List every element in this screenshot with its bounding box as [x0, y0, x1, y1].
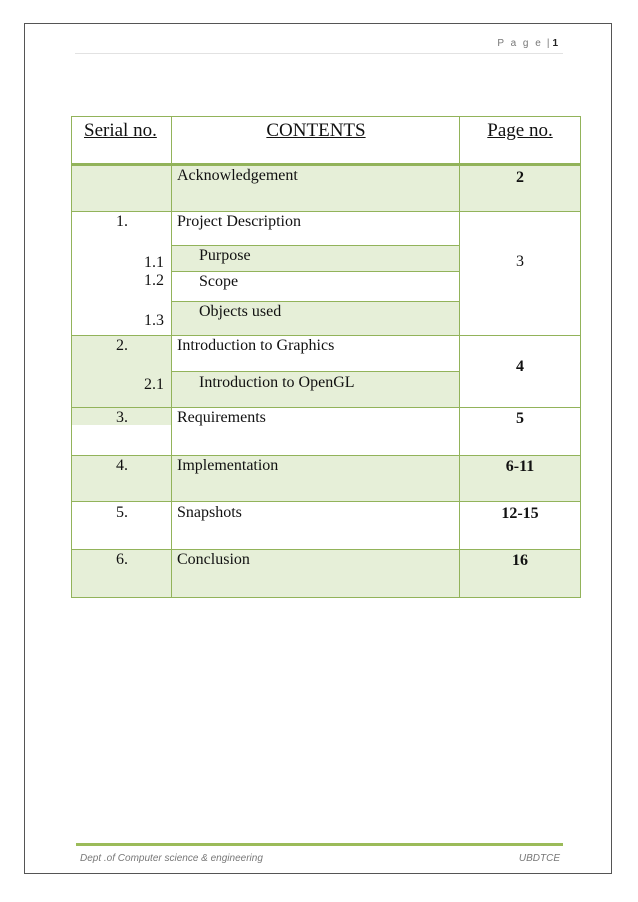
footer-rule	[76, 843, 563, 846]
title-objects-used: Objects used	[199, 303, 282, 320]
page-separator: |	[546, 38, 550, 49]
grid-hline-3	[172, 271, 460, 272]
grid-vline-1	[171, 117, 172, 597]
footer-institution: UBDTCE	[518, 853, 560, 864]
serial-5: 5.	[116, 504, 128, 521]
grid-hline-5	[72, 335, 580, 336]
title-scope: Scope	[199, 273, 239, 290]
grid-hline-4	[172, 301, 460, 302]
serial-1-1: 1.1	[144, 254, 164, 271]
page-requirements: 5	[516, 410, 524, 427]
serial-4: 4.	[116, 457, 128, 474]
page-number-header	[497, 38, 558, 49]
page-project-description: 3	[516, 253, 524, 270]
page-implementation: 6-11	[505, 458, 535, 475]
title-snapshots: Snapshots	[177, 504, 242, 521]
title-conclusion: Conclusion	[177, 551, 250, 568]
page-introduction-graphics: 4	[516, 358, 524, 375]
header-contents: CONTENTS	[266, 120, 366, 141]
page-word: P a g e	[497, 38, 543, 49]
grid-hline-2	[172, 245, 460, 246]
title-project-description: Project Description	[177, 213, 301, 230]
grid-vline-2	[459, 117, 460, 597]
title-introduction-opengl: Introduction to OpenGL	[199, 374, 355, 391]
header-page: Page no.	[487, 120, 553, 141]
title-implementation: Implementation	[177, 457, 279, 474]
header-underline	[72, 163, 580, 166]
title-purpose: Purpose	[199, 247, 251, 264]
title-acknowledgement: Acknowledgement	[177, 167, 298, 184]
serial-2: 2.	[116, 337, 128, 354]
page-conclusion: 16	[512, 552, 528, 569]
serial-1-3: 1.3	[144, 312, 164, 329]
page-acknowledgement: 2	[516, 169, 524, 186]
header-serial: Serial no.	[84, 120, 157, 141]
contents-table	[71, 116, 581, 598]
grid-hline-1	[72, 211, 580, 212]
grid-hline-7	[72, 407, 580, 408]
page-number: 1	[552, 38, 558, 49]
serial-2-1: 2.1	[144, 376, 164, 393]
serial-1: 1.	[116, 213, 128, 230]
grid-hline-10	[72, 549, 580, 550]
header-rule	[75, 53, 563, 54]
title-requirements: Requirements	[177, 409, 266, 426]
grid-hline-9	[72, 501, 580, 502]
serial-6: 6.	[116, 551, 128, 568]
serial-3: 3.	[116, 409, 128, 426]
title-introduction-graphics: Introduction to Graphics	[177, 337, 335, 354]
serial-1-2: 1.2	[144, 272, 164, 289]
grid-hline-6	[172, 371, 460, 372]
page-snapshots: 12-15	[501, 505, 539, 522]
grid-hline-8	[72, 455, 580, 456]
footer-department: Dept .of Computer science & engineering	[80, 853, 263, 864]
